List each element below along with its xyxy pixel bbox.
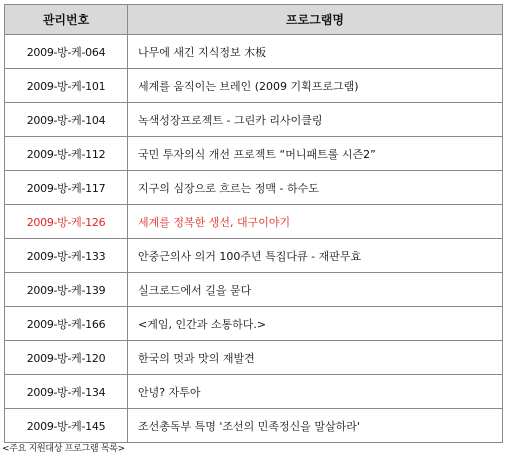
- table-row: [5, 239, 503, 273]
- row-id: 2009-방-케-166: [5, 307, 128, 341]
- program-table: [4, 4, 503, 443]
- row-program-name: 실크로드에서 길을 묻다: [128, 273, 503, 307]
- row-program-name: 한국의 멋과 맛의 재발견: [128, 341, 503, 375]
- table-row: [5, 69, 503, 103]
- row-program-name: 안중근의사 의거 100주년 특집다큐 - 재판무효: [128, 239, 503, 273]
- row-id: 2009-방-케-145: [5, 409, 128, 443]
- row-program-name: 나무에 새긴 지식정보 木板: [128, 35, 503, 69]
- row-program-name: 안녕? 자투아: [128, 375, 503, 409]
- row-program-name: 세계를 움직이는 브레인 (2009 기획프로그램): [128, 69, 503, 103]
- row-id: 2009-방-케-126: [5, 205, 128, 239]
- row-id: 2009-방-케-064: [5, 35, 128, 69]
- row-id: 2009-방-케-120: [5, 341, 128, 375]
- table-row: [5, 171, 503, 205]
- row-program-name: 국민 투자의식 개선 프로젝트 “머니패트롤 시즌2”: [128, 137, 503, 171]
- table-row: [5, 103, 503, 137]
- row-program-name: <게임, 인간과 소통하다.>: [128, 307, 503, 341]
- row-id: 2009-방-케-104: [5, 103, 128, 137]
- row-id: 2009-방-케-134: [5, 375, 128, 409]
- table-row: [5, 205, 503, 239]
- table-row: [5, 137, 503, 171]
- table-row: [5, 307, 503, 341]
- header-program-name: 프로그램명: [128, 5, 503, 35]
- table-row: [5, 409, 503, 443]
- row-id: 2009-방-케-133: [5, 239, 128, 273]
- table-row: [5, 273, 503, 307]
- row-program-name: 세계를 정복한 생선, 대구이야기: [128, 205, 503, 239]
- row-id: 2009-방-케-139: [5, 273, 128, 307]
- row-id: 2009-방-케-101: [5, 69, 128, 103]
- table-row: [5, 375, 503, 409]
- table-header-row: [5, 5, 503, 35]
- header-id: 관리번호: [5, 5, 128, 35]
- table-row: [5, 341, 503, 375]
- row-id: 2009-방-케-117: [5, 171, 128, 205]
- row-program-name: 지구의 심장으로 흐르는 정맥 - 하수도: [128, 171, 503, 205]
- row-program-name: 조선총독부 특명 '조선의 민족정신을 말살하라': [128, 409, 503, 443]
- row-program-name: 녹색성장프로젝트 - 그린카 리사이클링: [128, 103, 503, 137]
- table-body: [5, 35, 503, 443]
- table-row: [5, 35, 503, 69]
- row-id: 2009-방-케-112: [5, 137, 128, 171]
- table-caption: <주요 지원대상 프로그램 목록>: [2, 444, 125, 454]
